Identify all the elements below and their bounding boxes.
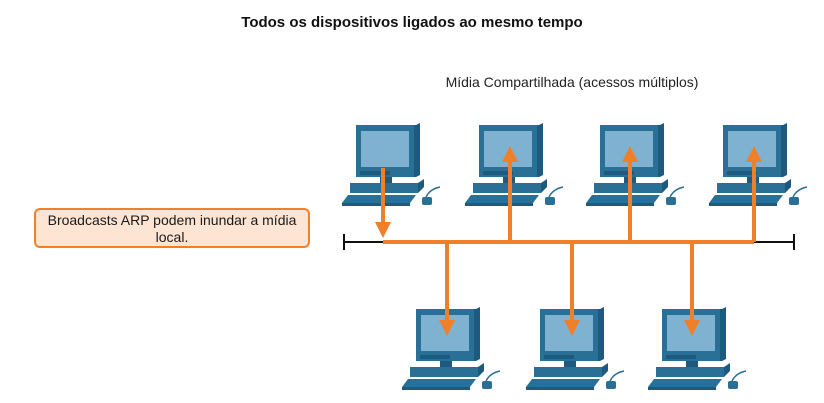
pc-bottom-2: [526, 307, 624, 390]
pc-top-2: [465, 123, 563, 206]
arp-broadcast-callout: Broadcasts ARP podem inundar a mídia local.: [34, 208, 310, 248]
pc-bottom-3: [648, 307, 746, 390]
pc-top-1: [342, 123, 440, 206]
pc-bottom-1: [402, 307, 500, 390]
pc-top-4: [709, 123, 807, 206]
shared-media-label: Mídia Compartilhada (acessos múltiplos): [445, 74, 699, 90]
diagram-title: Todos os dispositivos ligados ao mesmo tempo: [241, 14, 583, 31]
pc-top-3: [586, 123, 684, 206]
